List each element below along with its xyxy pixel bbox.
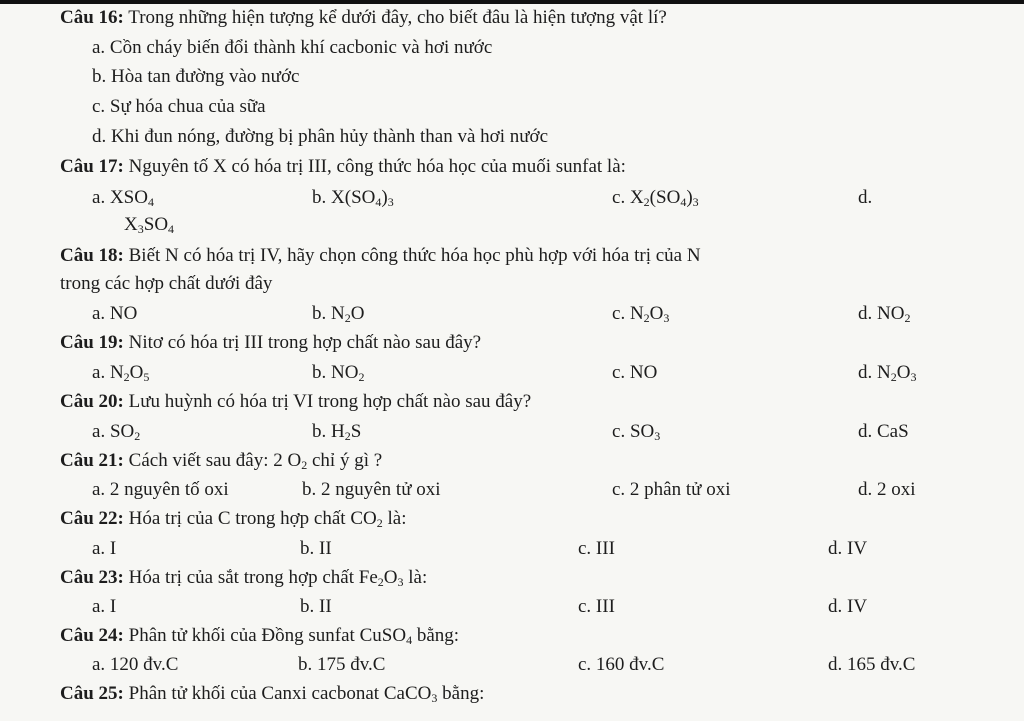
question-label: Câu 25:: [60, 683, 124, 704]
question-label: Câu 23:: [60, 567, 124, 588]
option-b: b. 2 nguyên tử oxi: [302, 479, 441, 500]
question-label: Câu 20:: [60, 391, 124, 412]
q18-option-row: [0, 300, 1024, 328]
question-23: [60, 564, 1024, 592]
option-a: a. NO: [92, 303, 138, 324]
question-label: Câu 22:: [60, 508, 124, 529]
option-b: b. II: [300, 596, 332, 617]
q23-option-row: [0, 593, 1024, 621]
question-18: [60, 242, 1024, 270]
question-21: [60, 447, 1024, 475]
q16-option-row: [0, 93, 1024, 121]
q21-option-row: [0, 476, 1024, 504]
question-label: Câu 16:: [60, 7, 124, 28]
question-label: Câu 17:: [60, 156, 124, 177]
q16-option-row: [0, 34, 1024, 62]
option-a: a. 120 đv.C: [92, 654, 179, 675]
option-c: c. 2 phân tử oxi: [612, 479, 731, 500]
option-b: b. $X(SO_4)_3$: [312, 187, 394, 209]
option-d: d. 2 oxi: [858, 479, 916, 500]
option-b: b. 175 đv.C: [298, 654, 386, 675]
option-d: d. $NO_2$: [858, 303, 911, 325]
q17-option-row: [0, 211, 1024, 239]
q22-option-row: [0, 535, 1024, 563]
question-16: [60, 4, 1024, 32]
question-text: Cách viết sau đây: 2 $O_2$ chỉ ý gì ?: [128, 450, 383, 472]
question-text-cont: trong các hợp chất dưới đây: [60, 273, 273, 294]
option-b: b. $N_2O$: [312, 303, 365, 325]
option-a: a. 2 nguyên tố oxi: [92, 479, 229, 500]
option-d: d.: [858, 187, 873, 208]
option-c: c. 160 đv.C: [578, 654, 665, 675]
question-label: Câu 24:: [60, 625, 124, 646]
option-c: c. III: [578, 596, 615, 617]
option-a: a. Cồn cháy biến đổi thành khí cacbonic và hơi nước: [92, 37, 493, 58]
option-d: d. IV: [828, 596, 868, 617]
option-d-value: $X_3SO_4$: [124, 214, 175, 236]
q17-option-row: [0, 184, 1024, 212]
option-c: c. NO: [612, 362, 658, 383]
question-18-cont: [60, 270, 1024, 298]
option-c: c. Sự hóa chua của sữa: [92, 96, 266, 117]
q24-option-row: [0, 651, 1024, 679]
option-c: c. $N_2O_3$: [612, 303, 670, 325]
option-b: b. $H_2S$: [312, 421, 362, 443]
question-text: Trong những hiện tượng kể dưới đây, cho biết đâu là hiện tượng vật lí?: [128, 7, 667, 28]
question-text: Hóa trị của sắt trong hợp chất $Fe_2O_3$ là:: [128, 567, 428, 589]
option-d: d. CaS: [858, 421, 909, 442]
option-d: d. $N_2O_3$: [858, 362, 917, 384]
question-label: Câu 21:: [60, 450, 124, 471]
question-text: Lưu huỳnh có hóa trị VI trong hợp chất nào sau đây?: [128, 391, 532, 412]
option-a: a. $XSO_4$: [92, 187, 154, 209]
option-b: b. II: [300, 538, 332, 559]
question-text: Hóa trị của C trong hợp chất $CO_2$ là:: [128, 508, 407, 530]
option-d: d. 165 đv.C: [828, 654, 916, 675]
question-25: [60, 680, 1024, 708]
option-a: a. I: [92, 596, 117, 617]
q16-option-row: [0, 63, 1024, 91]
question-text: Nguyên tố X có hóa trị III, công thức hóa học của muối sunfat là:: [128, 156, 626, 177]
option-b: b. Hòa tan đường vào nước: [92, 66, 300, 87]
question-17: [60, 153, 1024, 181]
option-a: a. $N_2O_5$: [92, 362, 150, 384]
question-label: Câu 19:: [60, 332, 124, 353]
option-d: d. Khi đun nóng, đường bị phân hủy thành than và hơi nước: [92, 126, 549, 147]
question-text: Biết N có hóa trị IV, hãy chọn công thức hóa học phù hợp với hóa trị của N: [128, 245, 701, 266]
option-c: c. $SO_3$: [612, 421, 661, 443]
q16-option-row: [0, 123, 1024, 151]
question-24: [60, 622, 1024, 650]
option-c: c. III: [578, 538, 615, 559]
question-20: [60, 388, 1024, 416]
question-text: Phân tử khối của Canxi cacbonat CaCO$_3$ bằng:: [128, 683, 485, 705]
question-label: Câu 18:: [60, 245, 124, 266]
q19-option-row: [0, 359, 1024, 387]
question-text: Phân tử khối của Đồng sunfat CuSO$_4$ bằng:: [128, 625, 460, 647]
option-d: d. IV: [828, 538, 868, 559]
q20-option-row: [0, 418, 1024, 446]
option-a: a. $SO_2$: [92, 421, 141, 443]
option-b: b. $NO_2$: [312, 362, 365, 384]
question-22: [60, 505, 1024, 533]
option-a: a. I: [92, 538, 117, 559]
option-c: c. $X_2(SO_4)_3$: [612, 187, 699, 209]
question-text: Nitơ có hóa trị III trong hợp chất nào sau đây?: [128, 332, 482, 353]
question-19: [60, 329, 1024, 357]
